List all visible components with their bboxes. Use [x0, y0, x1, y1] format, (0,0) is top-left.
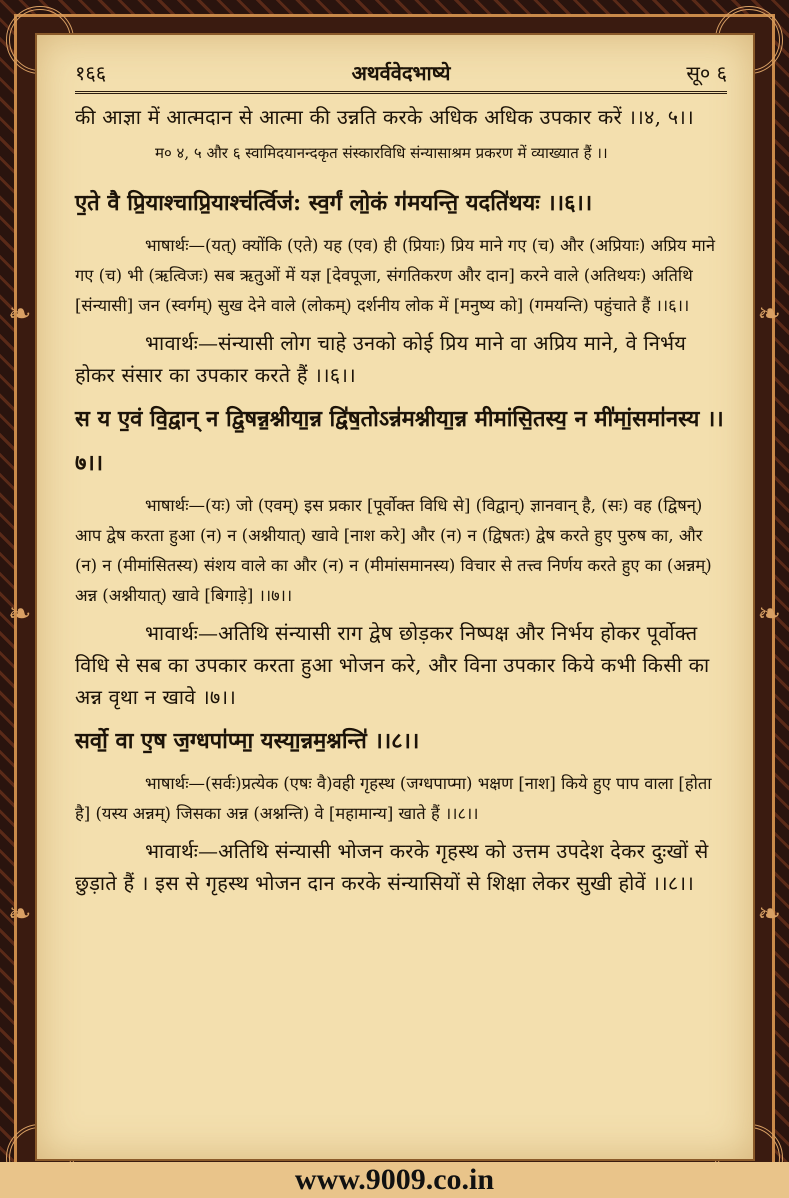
website-banner: [0, 1162, 789, 1198]
swirl-ornament-icon: ❧: [757, 897, 781, 930]
swirl-ornament-icon: ❧: [757, 297, 781, 330]
swirl-ornament-icon: ❧: [757, 597, 781, 630]
page-content: [75, 101, 727, 899]
bhavarth-7: भावार्थः—अतिथि संन्यासी राग द्वेष छोड़कर निष्पक्ष और निर्भय होकर पूर्वोक्त विधि से सब का उपकार करता हुआ भोजन करे, और विना उपकार किये कभी किसी का अन्न वृथा न खावे ।७।।: [75, 621, 710, 709]
swirl-ornament-icon: ❧: [8, 597, 32, 630]
bhasharth-7: भाषार्थः—(यः) जो (एवम्) इस प्रकार [पूर्वोक्त विधि से] (विद्वान्) ज्ञानवान् है, (सः) वह (द्विषन्) आप द्वेष करता हुआ (न) न (अश्नीयात्) खावे [नाश करे] और (न) न (द्विषतः) द्वेष करते हुए पुरुष का, और (न) न (मीमांसितस्य) संशय वाले का और (न) न (मीमांसमानस्य) विचार से तत्त्व निर्णय करते हुए का (अन्नम्) अन्न (अश्नीयात्) खावे [बिगाड़े] ।।७।।: [75, 496, 712, 605]
book-title: अथर्ववेदभाष्ये: [351, 61, 451, 85]
header-rule: [75, 91, 727, 94]
sukta-number: सू० ६: [686, 61, 727, 85]
swirl-ornament-icon: ❧: [8, 897, 32, 930]
reference-note: म० ४, ५ और ६ स्वामिदयानन्दकृत संस्कारविधि संन्यासाश्रम प्रकरण में व्याख्यात हैं ।।: [155, 144, 608, 162]
bhavarth-8: भावार्थः—अतिथि संन्यासी भोजन करके गृहस्थ को उत्तम उपदेश देकर दुःखों से छुड़ाते हैं । इस से गृहस्थ भोजन दान करके संन्यासियों से शिक्षा लेकर सुखी होवें ।।८।।: [75, 839, 709, 895]
mantra-7: स य ए॒वं वि॒द्वान् न द्वि॒षन्न॒श्नीया॒न्न द्वि॑ष॒तोऽन्न॑मश्नीया॒न्न मीमांसि॒तस्य॒ न मी॑मां॒समा॑नस्य ।।७।।: [75, 406, 724, 476]
bhasharth-6: भाषार्थः—(यत्) क्योंकि (एते) यह (एव) ही (प्रियाः) प्रिय माने गए (च) और (अप्रियाः) अप्रिय माने गए (च) भी (ऋत्विजः) सब ऋतुओं में यज्ञ [देवपूजा, संगतिकरण और दान] करने वाले (अतिथयः) अतिथि [संन्यासी] जन (स्वर्गम्) सुख देने वाले (लोकम्) दर्शनीय लोक में [मनुष्य को] (गमयन्ति) पहुंचाते हैं ।।६।।: [75, 236, 715, 315]
bhasharth-8: भाषार्थः—(सर्वः)प्रत्येक (एषः वै)वही गृहस्थ (जग्धपाप्मा) भक्षण [नाश] किये हुए पाप वाला [होता है] (यस्य अन्नम्) जिसका अन्न (अश्नन्ति) वे [महामान्य] खाते हैं ।।८।।: [75, 774, 712, 823]
mantra-8: सर्वो॒ वा ए॒ष ज॒ग्धपा॑प्मा॒ यस्या॒न्नम॒श्नन्ति॑ ।।८।।: [75, 728, 420, 754]
mantra-6: ए॒ते वै प्रि॒याश्चाप्रि॒याश्च॑र्त्विज॑: स्व॒र्गं लो॒कं ग॑मयन्ति॒ यदति॑थयः ।।६।।: [75, 190, 593, 216]
paragraph-continuation: की आज्ञा में आत्मदान से आत्मा की उन्नति करके अधिक अधिक उपकार करें ।।४, ५।।: [75, 105, 694, 129]
scanned-page: [35, 33, 755, 1161]
page-header: [75, 59, 727, 85]
page-number: १६६: [75, 61, 107, 85]
swirl-ornament-icon: ❧: [8, 297, 32, 330]
website-link[interactable]: www.9009.co.in: [294, 1163, 495, 1196]
bhavarth-6: भावार्थः—संन्यासी लोग चाहे उनको कोई प्रिय माने वा अप्रिय माने, वे निर्भय होकर संसार का उपकार करते हैं ।।६।।: [75, 331, 687, 387]
